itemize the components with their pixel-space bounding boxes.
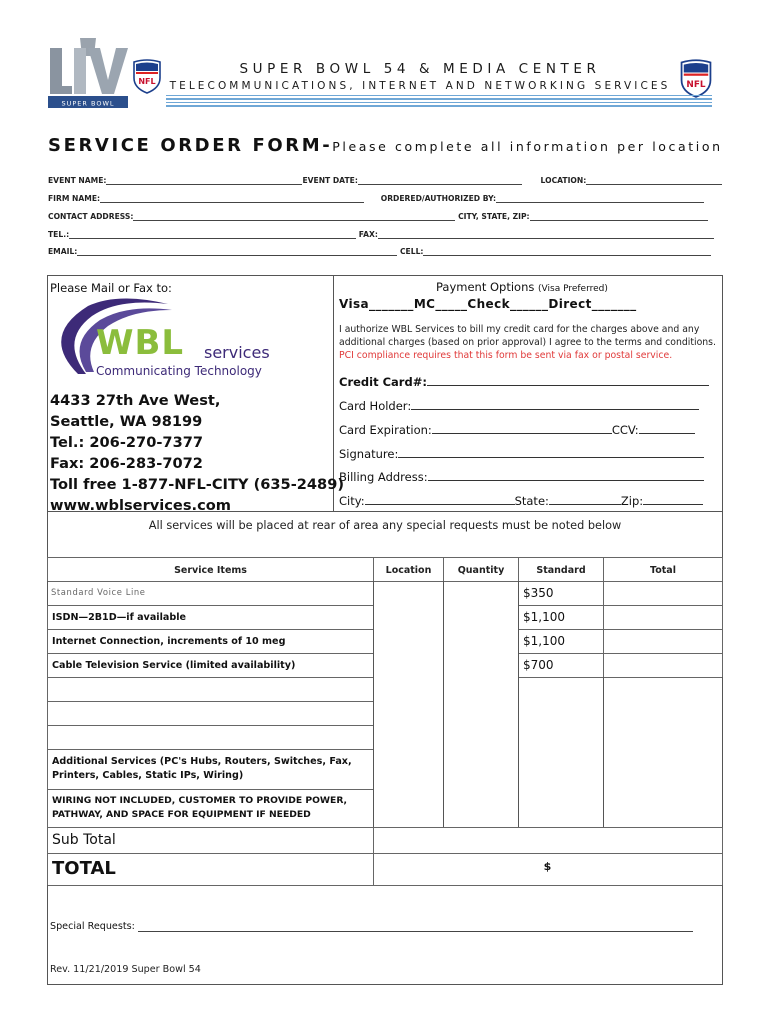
tel-label: TEL.: [48, 230, 70, 239]
credit-card-field[interactable] [427, 376, 709, 386]
mailing-address [50, 390, 344, 516]
fax-line: Fax: 206-283-7072 [50, 455, 203, 472]
location-label: LOCATION: [540, 176, 587, 185]
signature-label: Signature: [339, 447, 399, 461]
cell-label: CELL: [399, 247, 424, 256]
billing-address-label: Billing Address: [339, 470, 428, 484]
nfl-shield-icon [132, 58, 162, 94]
pci-notice: PCI compliance requires that this form be sent via fax or postal service. [339, 350, 673, 361]
header-title: SUPER BOWL 54 & MEDIA CENTER [239, 61, 601, 77]
card-expiration-label: Card Expiration: [339, 423, 432, 437]
email-label: EMAIL: [48, 247, 78, 256]
empty-row[interactable] [47, 701, 374, 726]
header-subtitle: TELECOMMUNICATIONS, INTERNET AND NETWORKING SERVICES [169, 80, 671, 92]
empty-row[interactable] [47, 677, 374, 702]
payment-options[interactable]: Visa_______MC_____Check______Direct_______ [339, 297, 637, 311]
fax-label: FAX: [358, 230, 378, 239]
cell-field[interactable] [423, 248, 711, 256]
event-date-label: EVENT DATE: [302, 176, 358, 185]
info-row-email [48, 247, 711, 256]
payment-title-text: Payment Options [436, 280, 535, 294]
city-field[interactable] [365, 495, 515, 505]
col-header-quantity: Quantity [443, 557, 519, 582]
city-state-zip-label: CITY, STATE, ZIP: [458, 212, 530, 221]
event-date-field[interactable] [358, 177, 522, 185]
city-state-zip-field[interactable] [530, 213, 708, 221]
placement-notice: All services will be placed at rear of area any special requests must be noted below [148, 519, 622, 532]
card-holder-row[interactable] [339, 399, 699, 413]
subtotal-value-cell[interactable] [373, 827, 723, 854]
credit-card-label: Credit Card#: [339, 375, 427, 389]
info-row-tel [48, 230, 714, 239]
col-header-location: Location [373, 557, 444, 582]
special-requests-row[interactable] [50, 921, 693, 932]
state-field[interactable] [549, 495, 621, 505]
mail-fax-label: Please Mail or Fax to: [50, 281, 172, 295]
contact-address-label: CONTACT ADDRESS: [48, 212, 134, 221]
payment-options-title [436, 280, 608, 294]
ccv-field[interactable] [639, 424, 695, 434]
form-title-sub: Please complete all information per location [332, 139, 723, 154]
card-expiration-field[interactable] [432, 424, 612, 434]
total-cell[interactable] [603, 629, 723, 654]
col-header-service-items: Service Items [47, 557, 374, 582]
service-item-standard-voice: Standard Voice Line [51, 587, 146, 597]
auth-text: I authorize WBL Services to bill my credit card for the charges above and any additional charges (based on prior approval) I agree to the terms and conditions. [339, 324, 716, 348]
special-requests-field[interactable] [138, 924, 693, 932]
nfl-label: NFL [138, 77, 156, 86]
standard-price-cell: $350 [518, 581, 604, 606]
location-column[interactable] [373, 581, 444, 828]
location-field[interactable] [586, 177, 722, 185]
zip-field[interactable] [643, 495, 703, 505]
logo-wbl-text: WBL [96, 323, 185, 363]
quantity-column[interactable] [443, 581, 519, 828]
total-cell[interactable] [603, 605, 723, 630]
nfl-shield-icon [679, 58, 713, 98]
event-name-field[interactable] [106, 177, 302, 185]
total-label: TOTAL [47, 853, 374, 886]
super-bowl-liv-logo [44, 36, 132, 110]
zip-label: Zip: [620, 494, 644, 508]
info-row-address [48, 212, 708, 221]
billing-address-row[interactable] [339, 470, 704, 484]
ordered-by-label: ORDERED/AUTHORIZED BY: [380, 194, 497, 203]
payment-title-note: (Visa Preferred) [538, 284, 608, 294]
signature-field[interactable] [398, 448, 704, 458]
ccv-label: CCV: [611, 423, 639, 437]
contact-address-field[interactable] [133, 213, 455, 221]
card-holder-label: Card Holder: [339, 399, 412, 413]
card-expiration-row[interactable] [339, 423, 695, 437]
service-item-additional: Additional Services (PC's Hubs, Routers, Switches, Fax, Printers, Cables, Static IPs, Wiring) [47, 749, 374, 790]
total-cell[interactable] [603, 581, 723, 606]
tel-line: Tel.: 206-270-7377 [50, 434, 204, 451]
col-header-total: Total [603, 557, 723, 582]
empty-row[interactable] [47, 725, 374, 750]
event-name-label: EVENT NAME: [48, 176, 107, 185]
service-item-internet: Internet Connection, increments of 10 meg [47, 629, 374, 654]
info-row-firm [48, 194, 704, 203]
signature-row[interactable] [339, 447, 704, 461]
service-item-cable-tv: Cable Television Service (limited availability) [47, 653, 374, 678]
total-value: $ [543, 860, 552, 873]
total-cell[interactable] [603, 653, 723, 678]
form-title [48, 135, 723, 156]
address-line: 4433 27th Ave West, [50, 392, 221, 409]
card-holder-field[interactable] [411, 400, 699, 410]
standard-price-cell: $1,100 [518, 605, 604, 630]
logo-text: SUPER BOWL [61, 99, 115, 108]
city-label: City: [339, 494, 365, 508]
fax-field[interactable] [378, 231, 714, 239]
ordered-by-field[interactable] [496, 195, 704, 203]
logo-tagline: Communicating Technology [96, 364, 262, 378]
tel-field[interactable] [69, 231, 356, 239]
email-field[interactable] [77, 248, 397, 256]
credit-card-row[interactable] [339, 375, 709, 389]
billing-address-field[interactable] [428, 471, 704, 481]
logo-services-text: services [204, 343, 270, 362]
address-line: Seattle, WA 98199 [50, 413, 203, 430]
form-title-main: SERVICE ORDER FORM- [48, 135, 333, 156]
standard-column-lower [518, 677, 604, 828]
col-header-standard: Standard [518, 557, 604, 582]
header-rule [166, 95, 712, 109]
state-label: State: [514, 494, 549, 508]
wiring-notice: WIRING NOT INCLUDED, CUSTOMER TO PROVIDE POWER, PATHWAY, AND SPACE FOR EQUIPMENT IF NEEDED [47, 789, 374, 828]
total-column-lower[interactable] [603, 677, 723, 828]
authorization-text [339, 323, 717, 362]
standard-price-cell: $700 [518, 653, 604, 678]
firm-name-label: FIRM NAME: [48, 194, 101, 203]
info-row-event [48, 176, 722, 185]
website-link[interactable]: www.wblservices.com [50, 497, 231, 514]
firm-name-field[interactable] [100, 195, 364, 203]
revision-note: Rev. 11/21/2019 Super Bowl 54 [50, 964, 201, 975]
standard-price-cell: $1,100 [518, 629, 604, 654]
city-state-zip-row[interactable] [339, 494, 703, 508]
service-item-isdn: ISDN—2B1D—if available [47, 605, 374, 630]
nfl-label: NFL [686, 79, 706, 90]
wbl-services-logo [48, 296, 292, 382]
toll-free-line: Toll free 1-877-NFL-CITY (635-2489) [50, 476, 345, 493]
subtotal-label: Sub Total [47, 827, 374, 854]
special-requests-label: Special Requests: [50, 921, 135, 932]
total-value-cell[interactable] [373, 853, 723, 886]
